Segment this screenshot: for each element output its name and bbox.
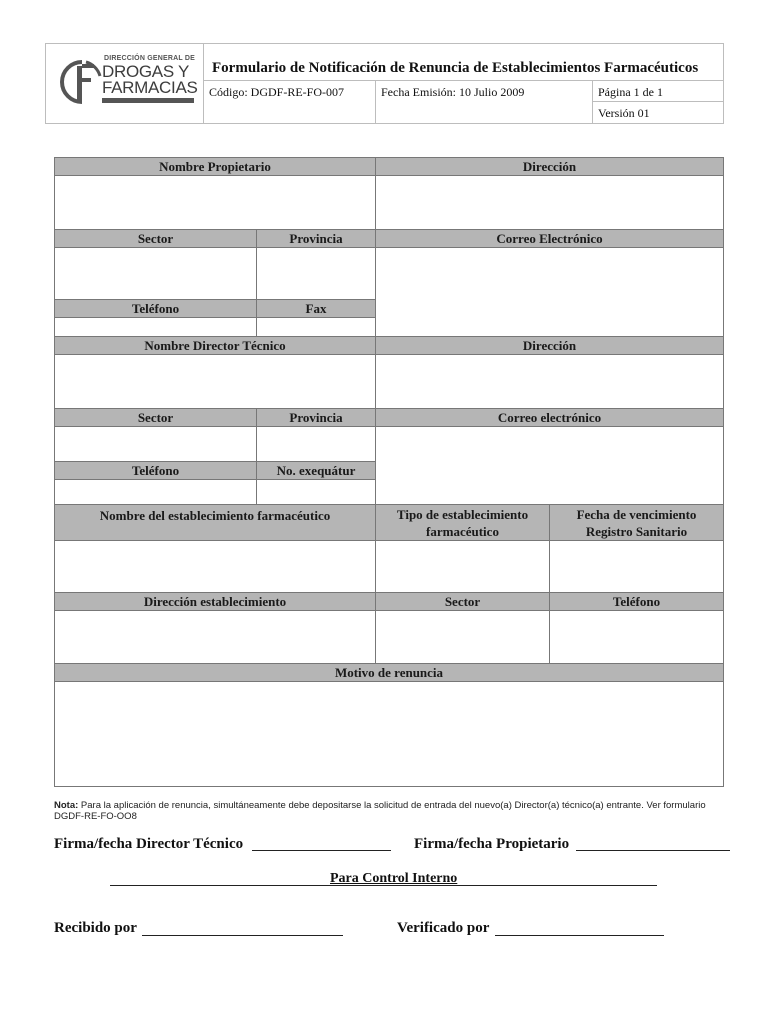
field-provincia-propietario[interactable] bbox=[256, 247, 376, 300]
pagina-version-cell bbox=[593, 81, 724, 123]
header-sector-propietario: Sector bbox=[54, 229, 257, 248]
dgdf-emblem-icon bbox=[60, 56, 102, 108]
nota-text: Para la aplicación de renuncia, simultáneamente debe depositarse la solicitud de entrada del nuevo(a) Director(a) técnico(a) entrante. Ver formulario DGDF-RE-FO-OO8 bbox=[54, 800, 706, 822]
fecha-vencimiento-line1: Fecha de vencimiento bbox=[576, 506, 697, 522]
firma-propietario-line[interactable] bbox=[576, 835, 730, 851]
field-telefono-director[interactable] bbox=[54, 479, 257, 505]
logo-text-farmacias: FARMACIAS bbox=[102, 78, 198, 97]
field-provincia-director[interactable] bbox=[256, 426, 376, 462]
header-telefono-propietario: Teléfono bbox=[54, 299, 257, 318]
field-telefono-establecimiento[interactable] bbox=[549, 610, 724, 664]
document-header bbox=[45, 43, 724, 124]
field-direccion-establecimiento[interactable] bbox=[54, 610, 376, 664]
field-nombre-director[interactable] bbox=[54, 354, 376, 409]
header-sector-establecimiento: Sector bbox=[375, 592, 550, 611]
field-direccion-propietario[interactable] bbox=[375, 175, 724, 230]
nota-label: Nota: bbox=[54, 800, 79, 811]
recibido-line[interactable] bbox=[142, 920, 343, 936]
tipo-establecimiento-line2: farmacéutico bbox=[426, 523, 499, 539]
header-exequatur: No. exequátur bbox=[256, 461, 376, 480]
header-fecha-vencimiento bbox=[549, 504, 724, 541]
version-text: Versión 01 bbox=[598, 106, 650, 120]
codigo-cell bbox=[204, 81, 376, 123]
logo-cell bbox=[46, 44, 204, 123]
field-motivo-renuncia[interactable] bbox=[54, 681, 724, 787]
field-sector-propietario[interactable] bbox=[54, 247, 257, 300]
fecha-vencimiento-line2: Registro Sanitario bbox=[585, 523, 688, 539]
field-sector-establecimiento[interactable] bbox=[375, 610, 550, 664]
control-interno-title: Para Control Interno bbox=[330, 871, 458, 886]
header-direccion-director: Dirección bbox=[375, 336, 724, 355]
field-direccion-director[interactable] bbox=[375, 354, 724, 409]
header-direccion-establecimiento: Dirección establecimiento bbox=[54, 592, 376, 611]
header-sector-director: Sector bbox=[54, 408, 257, 427]
nota-paragraph bbox=[54, 800, 724, 822]
field-telefono-propietario[interactable] bbox=[54, 317, 257, 337]
header-telefono-establecimiento: Teléfono bbox=[549, 592, 724, 611]
field-sector-director[interactable] bbox=[54, 426, 257, 462]
recibido-label: Recibido por bbox=[54, 920, 137, 936]
header-correo-propietario: Correo Electrónico bbox=[375, 229, 724, 248]
header-direccion-propietario: Dirección bbox=[375, 157, 724, 176]
tipo-establecimiento-line1: Tipo de establecimiento bbox=[396, 506, 529, 522]
field-nombre-establecimiento[interactable] bbox=[54, 540, 376, 593]
fecha-emision-text: Fecha Emisión: 10 Julio 2009 bbox=[381, 85, 525, 99]
field-fax[interactable] bbox=[256, 317, 376, 337]
firma-propietario-label: Firma/fecha Propietario bbox=[414, 836, 570, 852]
pagina-text: Página 1 de 1 bbox=[598, 85, 663, 99]
field-nombre-propietario[interactable] bbox=[54, 175, 376, 230]
logo-bar bbox=[102, 98, 194, 103]
renuncia-form bbox=[54, 157, 724, 787]
dgdf-logo bbox=[60, 52, 196, 112]
header-provincia-director: Provincia bbox=[256, 408, 376, 427]
field-tipo-establecimiento[interactable] bbox=[375, 540, 550, 593]
firma-director-line[interactable] bbox=[252, 835, 391, 851]
header-nombre-propietario: Nombre Propietario bbox=[54, 157, 376, 176]
header-correo-director: Correo electrónico bbox=[375, 408, 724, 427]
field-correo-director[interactable] bbox=[375, 426, 724, 505]
fecha-emision-cell bbox=[376, 81, 593, 123]
firma-director-label: Firma/fecha Director Técnico bbox=[54, 836, 244, 852]
header-provincia-propietario: Provincia bbox=[256, 229, 376, 248]
header-nombre-establecimiento: Nombre del establecimiento farmacéutico bbox=[54, 504, 376, 541]
header-telefono-director: Teléfono bbox=[54, 461, 257, 480]
form-title: Formulario de Notificación de Renuncia de Establecimientos Farmacéuticos bbox=[212, 60, 699, 76]
field-correo-propietario[interactable] bbox=[375, 247, 724, 337]
form-title-cell bbox=[204, 44, 724, 81]
verificado-line[interactable] bbox=[495, 920, 664, 936]
header-tipo-establecimiento bbox=[375, 504, 550, 541]
logo-text-drogas: DROGAS Y bbox=[102, 62, 190, 81]
logo-text-direccion: DIRECCIÓN GENERAL DE bbox=[104, 55, 195, 62]
field-fecha-vencimiento[interactable] bbox=[549, 540, 724, 593]
pagina-subcell bbox=[593, 81, 724, 102]
verificado-label: Verificado por bbox=[397, 920, 490, 936]
header-nombre-director: Nombre Director Técnico bbox=[54, 336, 376, 355]
codigo-text: Código: DGDF-RE-FO-007 bbox=[209, 85, 345, 99]
header-motivo-renuncia: Motivo de renuncia bbox=[54, 663, 724, 682]
header-fax: Fax bbox=[256, 299, 376, 318]
field-exequatur[interactable] bbox=[256, 479, 376, 505]
